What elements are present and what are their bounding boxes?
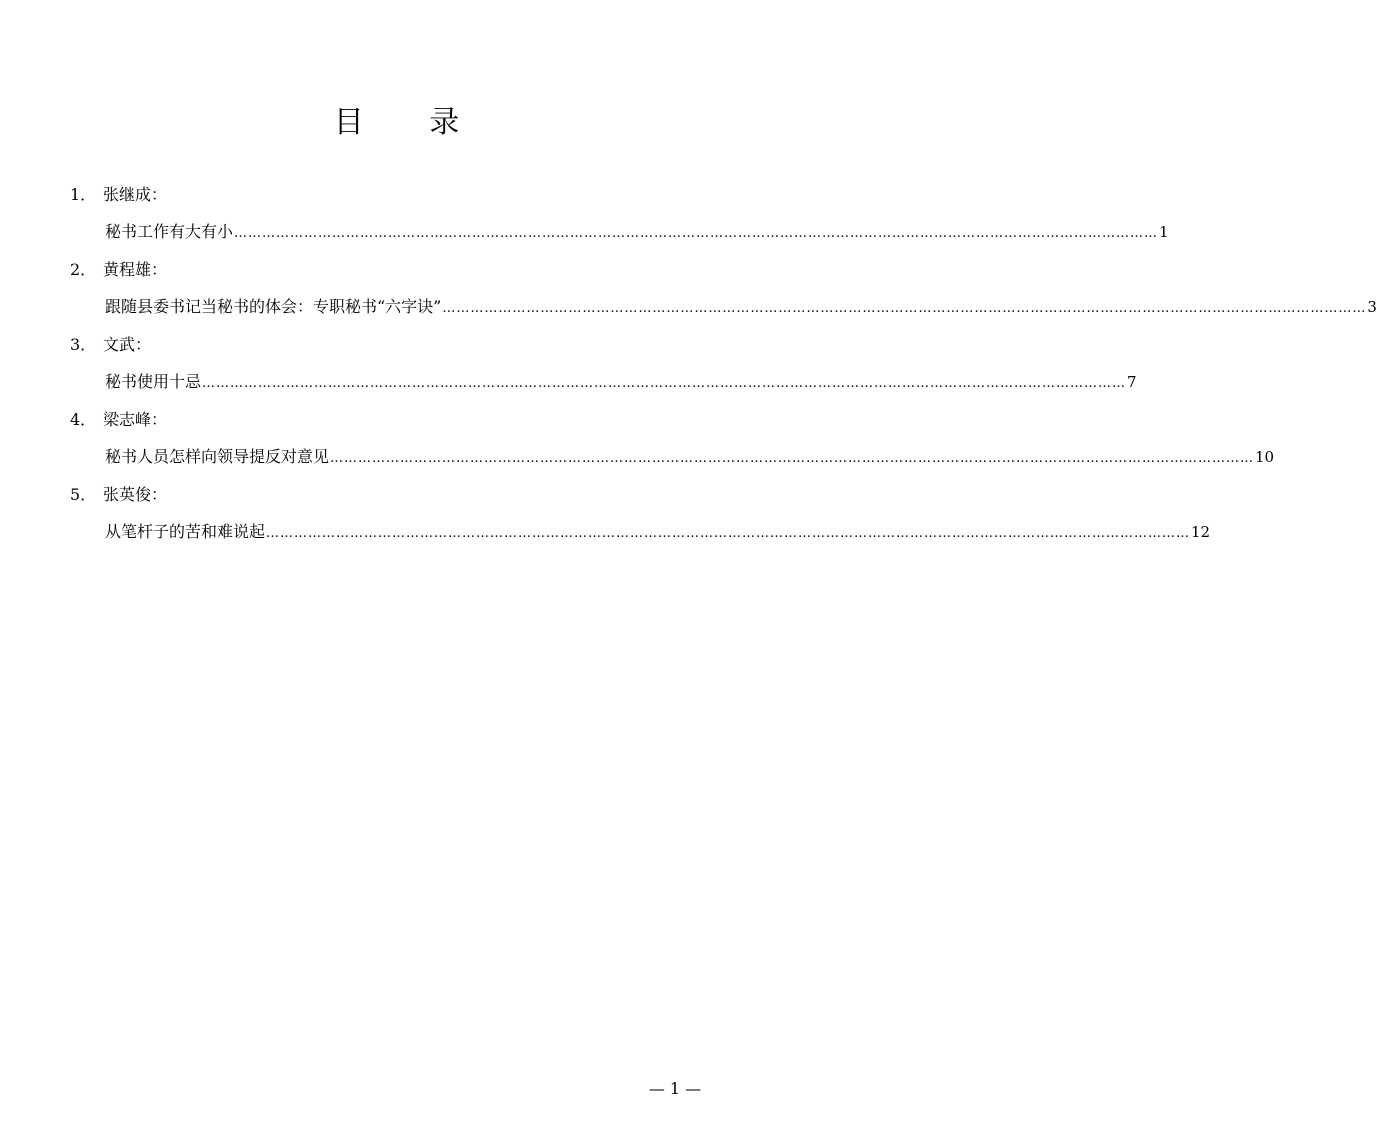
toc-entry [70, 401, 1275, 476]
toc-article-title: 秘书人员怎样向领导提反对意见 [105, 447, 330, 466]
toc-author-line [70, 251, 718, 288]
toc-page-number: 1 [1159, 223, 1169, 241]
toc-page-number: 3 [1367, 298, 1377, 316]
table-of-contents [70, 176, 1377, 551]
toc-dot-leader: ……………………………………………………………………………………………………………………………………………………………………………… [442, 301, 1367, 316]
toc-title-line[interactable] [70, 438, 1275, 476]
toc-title-line[interactable] [70, 363, 1137, 401]
toc-page-number: 12 [1191, 523, 1211, 541]
toc-author-line [70, 401, 718, 438]
toc-author: 张英俊： [103, 485, 168, 504]
page-number-footer: — 1 — [648, 1079, 702, 1098]
toc-page-number: 10 [1255, 448, 1275, 466]
toc-dot-leader: ……………………………………………………………………………………………………………………………………………………………………………… [330, 451, 1255, 466]
toc-entry [70, 326, 1137, 401]
toc-author-line [70, 476, 718, 513]
toc-author: 梁志峰： [103, 410, 168, 429]
toc-dot-leader: ……………………………………………………………………………………………………………………………………………………………………………… [266, 526, 1191, 541]
toc-title-line[interactable] [70, 288, 1377, 326]
toc-author-line [70, 176, 718, 213]
document-title: 目 录 [333, 105, 488, 140]
toc-title-line[interactable] [70, 513, 1211, 551]
toc-entry-number: 1． [70, 185, 97, 204]
toc-article-title: 跟随县委书记当秘书的体会：专职秘书“六字诀” [105, 297, 442, 316]
toc-entry-number: 5． [70, 485, 97, 504]
toc-entry-number: 4． [70, 410, 97, 429]
toc-dot-leader: ……………………………………………………………………………………………………………………………………………………………………………… [202, 376, 1127, 391]
toc-entry [70, 176, 1169, 251]
toc-entry-number: 3． [70, 335, 97, 354]
toc-author: 黄程雄： [103, 260, 168, 279]
toc-entry [70, 476, 1211, 551]
toc-author-line [70, 326, 718, 363]
toc-entry-number: 2． [70, 260, 97, 279]
toc-author: 张继成： [103, 185, 168, 204]
toc-article-title: 从笔杆子的苦和难说起 [105, 522, 266, 541]
toc-title-line[interactable] [70, 213, 1169, 251]
toc-article-title: 秘书工作有大有小 [105, 222, 234, 241]
toc-dot-leader: ……………………………………………………………………………………………………………………………………………………………………………… [234, 226, 1159, 241]
toc-page-number: 7 [1127, 373, 1137, 391]
toc-author: 文武： [103, 335, 152, 354]
toc-entry [70, 251, 1377, 326]
toc-article-title: 秘书使用十忌 [105, 372, 202, 391]
